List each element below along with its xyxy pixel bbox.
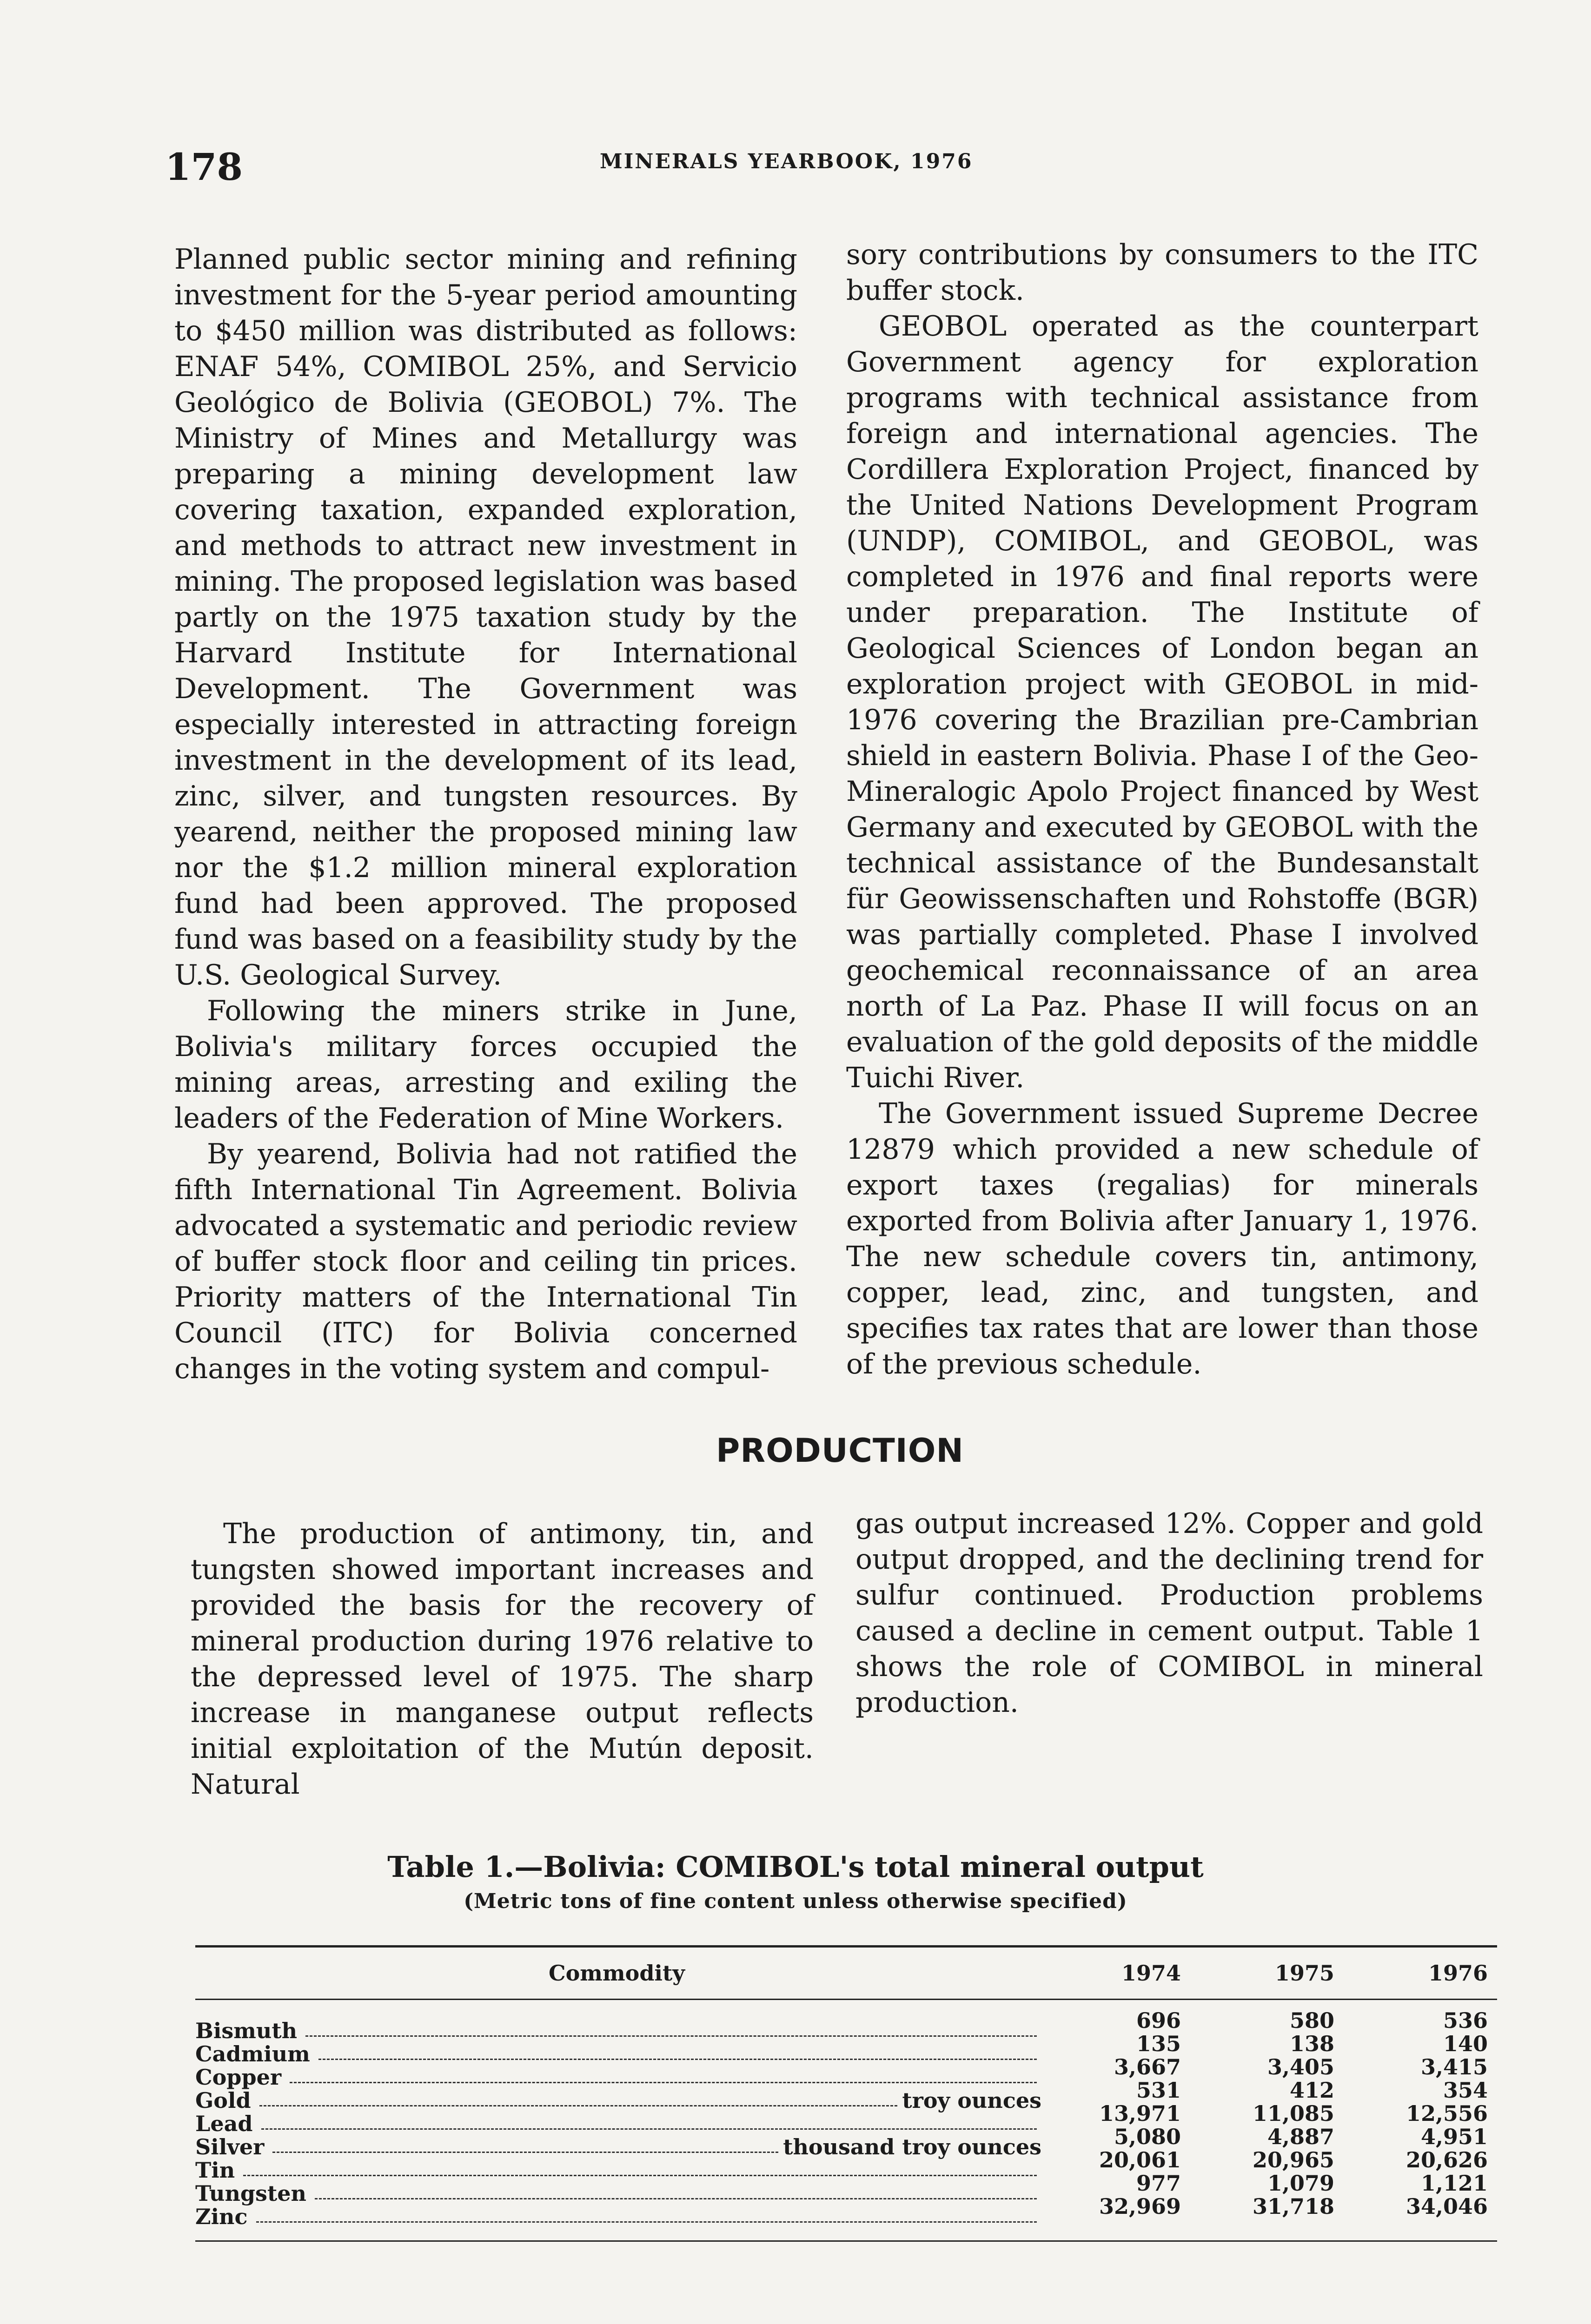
value-1975: 4,887 — [1267, 2124, 1334, 2149]
dot-leader — [256, 2204, 1037, 2223]
value-1975: 20,965 — [1252, 2147, 1334, 2172]
table-row — [195, 2008, 1497, 2043]
commodity-name: Tungsten — [195, 2181, 306, 2206]
page-number: 178 — [165, 145, 243, 189]
commodity-name: Copper — [195, 2065, 282, 2090]
commodity-name: Silver — [195, 2134, 265, 2159]
commodity-name: Bismuth — [195, 2018, 298, 2043]
column-header-1975: 1975 — [1274, 1961, 1334, 1986]
table-row — [195, 2101, 1497, 2136]
table-rule-header — [195, 1999, 1497, 2000]
right-column — [846, 237, 1478, 1382]
table-row — [195, 2194, 1497, 2229]
value-1975: 412 — [1289, 2078, 1334, 2103]
value-1974: 32,969 — [1099, 2194, 1181, 2219]
column-header-1974: 1974 — [1121, 1961, 1181, 1986]
value-1975: 11,085 — [1252, 2101, 1334, 2126]
value-1975: 1,079 — [1267, 2171, 1334, 2196]
value-1976: 354 — [1443, 2078, 1488, 2103]
paragraph: Planned public sector mining and refining investment for the 5-year period amounting to $450 million was distributed as follows: ENAF 54%, COMIBOL 25%, and Servicio Geológico de Bolivia (GEOBOL) 7%. The Ministry of Mines and Metallurgy was preparing a mining development law covering taxation, expanded exploration, and methods to attract new investment in mining. The proposed legislation was based partly on the 1975 taxation study by the Harvard Institute for International Development. The Government was especially interested in attracting foreign investment in the development of its lead, zinc, silver, and tungsten resources. By yearend, neither the proposed mining law nor the $1.2 million mineral exploration fund had been approved. The proposed fund was based on a feasibility study by the U.S. Geological Survey. — [174, 243, 797, 991]
value-1974: 696 — [1136, 2008, 1181, 2033]
commodity-name: Gold — [195, 2088, 251, 2113]
value-1974: 531 — [1136, 2078, 1181, 2103]
section-heading-production: PRODUCTION — [716, 1432, 964, 1470]
value-1974: 977 — [1136, 2171, 1181, 2196]
table-body — [195, 2008, 1497, 2229]
commodity-name: Zinc — [195, 2204, 248, 2229]
value-1975: 3,405 — [1267, 2054, 1334, 2080]
paragraph: Following the miners strike in June, Bolivia's military forces occupied the mining areas, arresting and exiling the leaders of the Federation of Mine Workers. — [174, 995, 797, 1135]
value-1976: 20,626 — [1405, 2147, 1488, 2172]
column-header-commodity: Commodity — [549, 1961, 685, 1986]
value-1976: 140 — [1443, 2031, 1488, 2056]
paragraph: sory contributions by consumers to the ITC buffer stock. — [846, 238, 1478, 307]
value-1976: 12,556 — [1405, 2101, 1488, 2126]
production-right-column — [855, 1506, 1483, 1721]
value-1974: 13,971 — [1099, 2101, 1181, 2126]
table-title: Table 1.—Bolivia: COMIBOL's total mineral output — [387, 1850, 1204, 1884]
value-1974: 135 — [1136, 2031, 1181, 2056]
paragraph: The production of antimony, tin, and tungsten showed important increases and provided the basis for the recovery of mineral production during 1976 relative to the depressed level of 1975. The sharp increase in manganese output reflects initial exploitation of the Mutún deposit. Natural — [191, 1518, 814, 1801]
value-1976: 536 — [1443, 2008, 1488, 2033]
table-subtitle: (Metric tons of fine content unless otherwise specified) — [464, 1889, 1127, 1913]
commodity-name: Tin — [195, 2158, 235, 2183]
value-1974: 20,061 — [1099, 2147, 1181, 2172]
table-row — [195, 2078, 1497, 2113]
table-row — [195, 2124, 1497, 2159]
table-rule-bottom — [195, 2240, 1497, 2242]
value-1975: 138 — [1289, 2031, 1334, 2056]
paragraph: The Government issued Supreme Decree 12879 which provided a new schedule of export taxes (regalias) for minerals exported from Bolivia after January 1, 1976. The new schedule covers tin, antimony, copper, lead, zinc, and tungsten, and specifies tax rates that are lower than those of the previous schedule. — [846, 1097, 1478, 1380]
table-row — [195, 2147, 1497, 2183]
value-1975: 31,718 — [1252, 2194, 1334, 2219]
paragraph: GEOBOL operated as the counterpart Government agency for exploration programs with technical assistance from foreign and international agencies. The Cordillera Exploration Project, financed by the United Nations Development Program (UNDP), COMIBOL, and GEOBOL, was completed in 1976 and final reports were under preparation. The Institute of Geological Sciences of London began an exploration project with GEOBOL in mid-1976 covering the Brazilian pre-Cambrian shield in eastern Bolivia. Phase I of the Geo-Mineralogic Apolo Project financed by West Germany and executed by GEOBOL with the technical assistance of the Bundesanstalt für Geowissenschaften und Rohstoffe (BGR) was partially completed. Phase I involved geochemical reconnaissance of an area north of La Paz. Phase II will focus on an evaluation of the gold deposits of the middle Tuichi River. — [846, 310, 1478, 1094]
value-1976: 3,415 — [1420, 2054, 1488, 2080]
value-1976: 34,046 — [1405, 2194, 1488, 2219]
table-rule-top — [195, 1945, 1497, 1948]
value-1976: 4,951 — [1420, 2124, 1488, 2149]
commodity-name: Cadmium — [195, 2041, 310, 2067]
commodity-unit: troy ounces — [902, 2088, 1041, 2113]
table-row — [195, 2171, 1497, 2206]
paragraph: By yearend, Bolivia had not ratified the fifth International Tin Agreement. Bolivia advocated a systematic and periodic review of buffer stock floor and ceiling tin prices. Priority matters of the International Tin Council (ITC) for Bolivia concerned changes in the voting system and compul- — [174, 1138, 797, 1385]
commodity-unit: thousand troy ounces — [783, 2134, 1041, 2159]
left-column — [174, 242, 797, 1387]
value-1974: 3,667 — [1114, 2054, 1181, 2080]
value-1975: 580 — [1289, 2008, 1334, 2033]
paragraph: gas output increased 12%. Copper and gold output dropped, and the declining trend for sulfur continued. Production problems caused a decline in cement output. Table 1 shows the role of COMIBOL in mineral production. — [855, 1507, 1483, 1719]
value-1976: 1,121 — [1420, 2171, 1488, 2196]
commodity-name: Lead — [195, 2111, 253, 2136]
table-row — [195, 2054, 1497, 2090]
production-left-column — [191, 1516, 814, 1802]
value-1974: 5,080 — [1114, 2124, 1181, 2149]
running-head: MINERALS YEARBOOK, 1976 — [600, 150, 973, 173]
commodity-cell — [195, 2204, 1046, 2229]
column-header-1976: 1976 — [1428, 1961, 1488, 1986]
